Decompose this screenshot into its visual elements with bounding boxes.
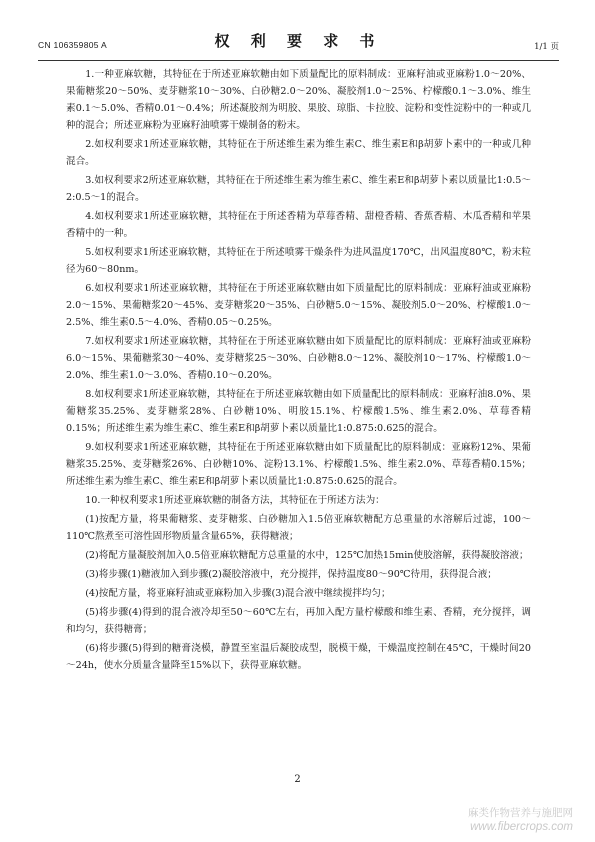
document-number: CN 106359805 A [38, 40, 107, 50]
watermark [468, 806, 573, 834]
method-step-5: (5)将步骤(4)得到的混合液冷却至50～60℃左右，再加入配方量柠檬酸和维生素、香精，充分搅拌，调和均匀，获得糖膏； [66, 607, 531, 635]
claim-8: 8.如权利要求1所述亚麻软糖，其特征在于所述亚麻软糖由如下质量配比的原料制成：亚麻籽油8.0%、果葡糖浆35.25%、麦芽糖浆28%、白砂糖10%、明胶15.1%、柠檬酸1.5%、维生素2.0%、草莓香精0.15%；所述维生素为维生素C、维生素E和β胡萝卜素以质量比1:0.875:0.625的混合。 [66, 389, 531, 434]
watermark-url: www.fibercrops.com [470, 821, 573, 833]
method-step-1: (1)按配方量，将果葡糖浆、麦芽糖浆、白砂糖加入1.5倍亚麻软糖配方总重量的水溶解后过滤，100～110℃熬煮至可溶性固形物质量含量65%，获得糖液； [66, 514, 531, 542]
method-step-2: (2)将配方量凝胶剂加入0.5倍亚麻软糖配方总重量的水中，125℃加热15min使胶溶解，获得凝胶溶液； [85, 550, 529, 561]
claim-3: 3.如权利要求2所述亚麻软糖，其特征在于所述维生素为维生素C、维生素E和β胡萝卜素以质量比1:0.5～2:0.5～1的混合。 [66, 175, 531, 203]
claim-1: 1.一种亚麻软糖，其特征在于所述亚麻软糖由如下质量配比的原料制成：亚麻籽油或亚麻粉1.0～20%、果葡糖浆20～50%、麦芽糖浆10～30%、白砂糖2.0～20%、凝胶剂1.0～25%、柠檬酸0.1～3.0%、维生素0.1～5.0%、香精0.01～0.4%；所述凝胶剂为明胶、果胶、琼脂、卡拉胶、淀粉和变性淀粉中的一种或几种的混合；所述亚麻粉为亚麻籽油喷雾干燥制备的粉末。 [66, 69, 531, 131]
method-step-3: (3)将步骤(1)糖液加入到步骤(2)凝胶溶液中，充分搅拌，保持温度80～90℃待用，获得混合液； [85, 569, 497, 580]
method-step-4: (4)按配方量，将亚麻籽油或亚麻粉加入步骤(3)混合液中继续搅拌均匀； [85, 588, 391, 599]
claim-5: 5.如权利要求1所述亚麻软糖，其特征在于所述喷雾干燥条件为进风温度170℃，出风温度80℃，粉末粒径为60～80nm。 [66, 247, 531, 275]
watermark-name: 麻类作物营养与施肥网 [468, 807, 573, 819]
header-divider [38, 60, 559, 61]
claim-10: 10.一种权利要求1所述亚麻软糖的制备方法，其特征在于所述方法为： [85, 495, 385, 506]
page-indicator: 1/1 页 [534, 42, 559, 52]
claim-6: 6.如权利要求1所述亚麻软糖，其特征在于所述亚麻软糖由如下质量配比的原料制成：亚麻籽油或亚麻粉2.0～15%、果葡糖浆20～45%、麦芽糖浆20～35%、白砂糖5.0～15%、凝胶剂5.0～20%、柠檬酸1.0～2.5%、维生素0.5～4.0%、香精0.05～0.25%。 [66, 283, 531, 328]
method-step-6: (6)将步骤(5)得到的糖膏浇模，静置至室温后凝胶成型，脱模干燥，干燥温度控制在45℃，干燥时间20～24h，使水分质量含量降至15%以下，获得亚麻软糖。 [66, 643, 531, 671]
document-title: 权 利 要 求 书 [214, 32, 383, 50]
claim-9: 9.如权利要求1所述亚麻软糖，其特征在于所述亚麻软糖由如下质量配比的原料制成：亚麻粉12%、果葡糖浆35.25%、麦芽糖浆26%、白砂糖10%、淀粉13.1%、柠檬酸1.5%、维生素2.0%、草莓香精0.15%；所述维生素为维生素C、维生素E和β胡萝卜素以质量比1:0.875:0.625的混合。 [66, 442, 531, 487]
page-header [38, 30, 559, 56]
claim-4: 4.如权利要求1所述亚麻软糖，其特征在于所述香精为草莓香精、甜橙香精、香蕉香精、木瓜香精和苹果香精中的一种。 [66, 211, 531, 239]
claims-body [66, 66, 531, 676]
claim-2: 2.如权利要求1所述亚麻软糖，其特征在于所述维生素为维生素C、维生素E和β胡萝卜素中的一种或几种混合。 [66, 139, 531, 167]
claim-7: 7.如权利要求1所述亚麻软糖，其特征在于所述亚麻软糖由如下质量配比的原料制成：亚麻籽油或亚麻粉6.0～15%、果葡糖浆30～40%、麦芽糖浆25～30%、白砂糖8.0～12%、凝胶剂10～17%、柠檬酸1.0～2.0%、维生素1.0～3.0%、香精0.10～0.20%。 [66, 336, 531, 381]
page-number: 2 [294, 774, 301, 785]
